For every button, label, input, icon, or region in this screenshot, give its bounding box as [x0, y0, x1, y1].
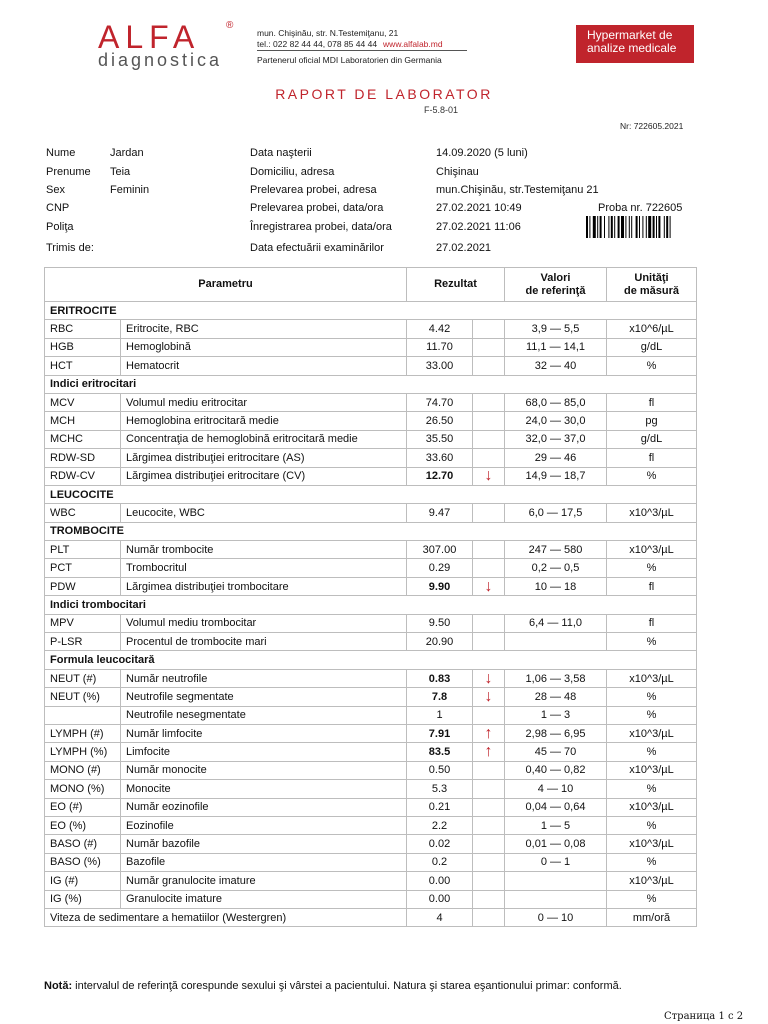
- footer-note: [44, 980, 622, 992]
- result-flag-icon: [473, 872, 505, 890]
- reference-range: [505, 872, 607, 890]
- reference-range: 247 — 580: [505, 541, 607, 559]
- result-flag-icon: [473, 853, 505, 871]
- reference-range: [505, 633, 607, 651]
- result-flag-icon: [473, 412, 505, 430]
- reference-range: [505, 890, 607, 908]
- results-table: [44, 267, 697, 927]
- param-name: Lărgimea distribuţiei trombocitare: [121, 577, 407, 595]
- result-value: 33.00: [407, 357, 473, 375]
- param-code: PLT: [45, 541, 121, 559]
- result-value: 9.50: [407, 614, 473, 632]
- param-code: BASO (#): [45, 835, 121, 853]
- param-name: Trombocritul: [121, 559, 407, 577]
- logo-alfa-text: ALFA: [98, 19, 201, 55]
- table-row: [45, 504, 697, 522]
- param-name: Lărgimea distribuţiei eritrocitare (AS): [121, 449, 407, 467]
- result-value: 20.90: [407, 633, 473, 651]
- group-label: Indici trombocitari: [45, 596, 697, 614]
- param-code: MCH: [45, 412, 121, 430]
- param-code: PDW: [45, 577, 121, 595]
- param-name: Hemoglobina eritrocitară medie: [121, 412, 407, 430]
- param-code: EO (%): [45, 816, 121, 834]
- reference-range: 2,98 — 6,95: [505, 724, 607, 742]
- result-value: 7.8: [407, 688, 473, 706]
- measure-unit: fl: [607, 393, 697, 411]
- param-name: Număr trombocite: [121, 541, 407, 559]
- param-code: HCT: [45, 357, 121, 375]
- reference-range: 11,1 — 14,1: [505, 338, 607, 356]
- measure-unit: %: [607, 743, 697, 761]
- param-code: LYMPH (%): [45, 743, 121, 761]
- table-row: [45, 577, 697, 595]
- result-value: 0.83: [407, 669, 473, 687]
- trimis-label: Trimis de:: [46, 242, 94, 254]
- group-label: TROMBOCITE: [45, 522, 697, 540]
- result-value: 26.50: [407, 412, 473, 430]
- result-flag-icon: [473, 798, 505, 816]
- report-number: Nr: 722605.2021: [620, 121, 684, 131]
- website-link[interactable]: www.alfalab.md: [383, 39, 443, 49]
- examinare-value: 27.02.2021: [436, 242, 492, 254]
- result-flag-icon: [473, 908, 505, 926]
- report-title: RAPORT DE LABORATOR: [275, 86, 493, 102]
- result-flag-icon: [473, 835, 505, 853]
- group-header-row: [45, 522, 697, 540]
- result-flag-icon: ↓: [473, 688, 505, 706]
- measure-unit: x10^3/µL: [607, 872, 697, 890]
- result-value: 0.2: [407, 853, 473, 871]
- reference-range: 32,0 — 37,0: [505, 430, 607, 448]
- dob-value: 14.09.2020 (5 luni): [436, 147, 528, 159]
- table-row: [45, 669, 697, 687]
- param-code: RDW-CV: [45, 467, 121, 485]
- param-code: WBC: [45, 504, 121, 522]
- measure-unit: %: [607, 688, 697, 706]
- result-flag-icon: [473, 761, 505, 779]
- measure-unit: %: [607, 853, 697, 871]
- note-label: Notă:: [44, 980, 73, 992]
- table-row: [45, 761, 697, 779]
- table-row: [45, 430, 697, 448]
- param-code: HGB: [45, 338, 121, 356]
- param-name: Neutrofile nesegmentate: [121, 706, 407, 724]
- result-flag-icon: [473, 614, 505, 632]
- reference-range: 0 — 1: [505, 853, 607, 871]
- measure-unit: fl: [607, 449, 697, 467]
- param-name: Număr monocite: [121, 761, 407, 779]
- domiciliu-value: Chişinau: [436, 166, 479, 178]
- group-header-row: [45, 651, 697, 669]
- reference-range: 0 — 10: [505, 908, 607, 926]
- table-header-row: [45, 268, 697, 302]
- param-name: Număr neutrofile: [121, 669, 407, 687]
- result-value: 1: [407, 706, 473, 724]
- reference-range: 24,0 — 30,0: [505, 412, 607, 430]
- param-code: MONO (#): [45, 761, 121, 779]
- table-row: [45, 706, 697, 724]
- result-flag-icon: ↑: [473, 743, 505, 761]
- reference-range: 0,2 — 0,5: [505, 559, 607, 577]
- result-value: 4.42: [407, 320, 473, 338]
- result-flag-icon: [473, 320, 505, 338]
- table-row: [45, 853, 697, 871]
- table-row: [45, 743, 697, 761]
- param-name: Bazofile: [121, 853, 407, 871]
- measure-unit: %: [607, 706, 697, 724]
- measure-unit: %: [607, 559, 697, 577]
- result-flag-icon: [473, 338, 505, 356]
- header-unitati-masura: Unităţi de măsură: [607, 268, 697, 302]
- group-header-row: [45, 485, 697, 503]
- result-value: 0.29: [407, 559, 473, 577]
- badge-line-2: analize medicale: [587, 41, 677, 55]
- header-parametru: Parametru: [45, 268, 407, 302]
- address-line-1: mun. Chişinău, str. N.Testemiţanu, 21: [257, 28, 399, 38]
- form-code: F-5.8-01: [424, 105, 459, 115]
- result-value: 11.70: [407, 338, 473, 356]
- prenume-value: Teia: [110, 166, 131, 178]
- inregistrare-value: 27.02.2021 11:06: [436, 221, 521, 233]
- logo-diagnostica-text: diagnostica: [98, 50, 223, 70]
- result-value: 0.02: [407, 835, 473, 853]
- param-name: Hemoglobină: [121, 338, 407, 356]
- param-name: Limfocite: [121, 743, 407, 761]
- table-row: [45, 541, 697, 559]
- result-value: 9.90: [407, 577, 473, 595]
- measure-unit: g/dL: [607, 338, 697, 356]
- measure-unit: pg: [607, 412, 697, 430]
- param-name: Leucocite, WBC: [121, 504, 407, 522]
- group-label: Formula leucocitară: [45, 651, 697, 669]
- measure-unit: x10^3/µL: [607, 541, 697, 559]
- measure-unit: fl: [607, 614, 697, 632]
- prelevare-data-label: Prelevarea probei, data/ora: [250, 202, 384, 214]
- address-line-2: [257, 39, 443, 50]
- measure-unit: %: [607, 467, 697, 485]
- param-code: EO (#): [45, 798, 121, 816]
- param-code: RBC: [45, 320, 121, 338]
- table-row: [45, 724, 697, 742]
- result-flag-icon: [473, 633, 505, 651]
- param-code: NEUT (#): [45, 669, 121, 687]
- table-row: [45, 449, 697, 467]
- table-row: [45, 780, 697, 798]
- measure-unit: mm/oră: [607, 908, 697, 926]
- param-name: Procentul de trombocite mari: [121, 633, 407, 651]
- company-address: [257, 28, 443, 50]
- hypermarket-badge: [576, 25, 694, 63]
- group-header-row: [45, 375, 697, 393]
- table-row: [45, 798, 697, 816]
- header-rezultat: Rezultat: [407, 268, 505, 302]
- prenume-label: Prenume: [46, 166, 91, 178]
- result-value: 7.91: [407, 724, 473, 742]
- table-row: [45, 467, 697, 485]
- param-name: Număr limfocite: [121, 724, 407, 742]
- param-code: MCHC: [45, 430, 121, 448]
- measure-unit: %: [607, 780, 697, 798]
- table-row: [45, 559, 697, 577]
- param-name: Număr eozinofile: [121, 798, 407, 816]
- param-code: IG (#): [45, 872, 121, 890]
- result-value: 35.50: [407, 430, 473, 448]
- reference-range: 6,0 — 17,5: [505, 504, 607, 522]
- result-value: 83.5: [407, 743, 473, 761]
- reference-range: 0,04 — 0,64: [505, 798, 607, 816]
- prelevare-data-value: 27.02.2021 10:49: [436, 202, 522, 214]
- table-row: [45, 688, 697, 706]
- result-value: 307.00: [407, 541, 473, 559]
- dob-label: Data naşterii: [250, 147, 312, 159]
- result-value: 2.2: [407, 816, 473, 834]
- proba-number: Proba nr. 722605: [598, 202, 683, 214]
- result-flag-icon: [473, 449, 505, 467]
- group-label: Indici eritrocitari: [45, 375, 697, 393]
- table-row: [45, 412, 697, 430]
- param-code: NEUT (%): [45, 688, 121, 706]
- sample-barcode: [586, 216, 696, 238]
- param-name: Volumul mediu trombocitar: [121, 614, 407, 632]
- measure-unit: x10^3/µL: [607, 724, 697, 742]
- result-value: 0.00: [407, 890, 473, 908]
- domiciliu-label: Domiciliu, adresa: [250, 166, 335, 178]
- param-name: Eozinofile: [121, 816, 407, 834]
- result-flag-icon: [473, 559, 505, 577]
- measure-unit: %: [607, 816, 697, 834]
- page-number: Страница 1 с 2: [664, 1011, 744, 1022]
- result-flag-icon: [473, 430, 505, 448]
- result-value: 12.70: [407, 467, 473, 485]
- reference-range: 1 — 3: [505, 706, 607, 724]
- nume-value: Jardan: [110, 147, 144, 159]
- reference-range: 28 — 48: [505, 688, 607, 706]
- table-row: [45, 816, 697, 834]
- param-name: Hematocrit: [121, 357, 407, 375]
- result-value: 9.47: [407, 504, 473, 522]
- result-value: 0.50: [407, 761, 473, 779]
- param-code: PCT: [45, 559, 121, 577]
- param-name: Viteza de sedimentare a hematiilor (Westergren): [45, 908, 407, 926]
- note-text: intervalul de referinţă corespunde sexului şi vârstei a pacientului. Natura şi starea eşantionului primar: conformă.: [72, 980, 622, 992]
- address-divider: [257, 50, 467, 51]
- param-name: Eritrocite, RBC: [121, 320, 407, 338]
- phone-numbers: tel.: 022 82 44 44, 078 85 44 44: [257, 39, 378, 49]
- table-row: [45, 908, 697, 926]
- param-name: Concentraţia de hemoglobină eritrocitară medie: [121, 430, 407, 448]
- result-flag-icon: [473, 357, 505, 375]
- table-row: [45, 357, 697, 375]
- result-value: 5.3: [407, 780, 473, 798]
- result-flag-icon: [473, 780, 505, 798]
- table-row: [45, 338, 697, 356]
- cnp-label: CNP: [46, 202, 70, 214]
- param-code: MPV: [45, 614, 121, 632]
- param-code: MCV: [45, 393, 121, 411]
- table-row: [45, 835, 697, 853]
- result-flag-icon: [473, 541, 505, 559]
- param-name: Număr granulocite imature: [121, 872, 407, 890]
- result-flag-icon: [473, 393, 505, 411]
- reference-range: 0,40 — 0,82: [505, 761, 607, 779]
- measure-unit: fl: [607, 577, 697, 595]
- result-value: 0.00: [407, 872, 473, 890]
- param-name: Neutrofile segmentate: [121, 688, 407, 706]
- result-flag-icon: ↓: [473, 669, 505, 687]
- reference-range: 6,4 — 11,0: [505, 614, 607, 632]
- reference-range: 14,9 — 18,7: [505, 467, 607, 485]
- param-name: Volumul mediu eritrocitar: [121, 393, 407, 411]
- partner-text: Partenerul oficial MDI Laboratorien din Germania: [257, 55, 442, 65]
- reference-range: 45 — 70: [505, 743, 607, 761]
- result-flag-icon: [473, 504, 505, 522]
- prelevare-adresa-value: mun.Chişinău, str.Testemiţanu 21: [436, 184, 599, 196]
- measure-unit: %: [607, 890, 697, 908]
- param-name: Număr bazofile: [121, 835, 407, 853]
- param-name: Monocite: [121, 780, 407, 798]
- param-code: BASO (%): [45, 853, 121, 871]
- reference-range: 68,0 — 85,0: [505, 393, 607, 411]
- logo-registered-mark: ®: [226, 20, 234, 31]
- result-value: 74.70: [407, 393, 473, 411]
- table-row: [45, 393, 697, 411]
- reference-range: 1 — 5: [505, 816, 607, 834]
- prelevare-adresa-label: Prelevarea probei, adresa: [250, 184, 377, 196]
- sex-label: Sex: [46, 184, 65, 196]
- measure-unit: x10^3/µL: [607, 798, 697, 816]
- measure-unit: g/dL: [607, 430, 697, 448]
- table-row: [45, 633, 697, 651]
- param-code: [45, 706, 121, 724]
- result-flag-icon: ↓: [473, 577, 505, 595]
- group-label: ERITROCITE: [45, 302, 697, 320]
- table-row: [45, 320, 697, 338]
- reference-range: 29 — 46: [505, 449, 607, 467]
- param-code: MONO (%): [45, 780, 121, 798]
- badge-line-1: Hypermarket de: [587, 28, 673, 42]
- polita-label: Poliţa: [46, 221, 74, 233]
- measure-unit: x10^6/µL: [607, 320, 697, 338]
- reference-range: 3,9 — 5,5: [505, 320, 607, 338]
- table-row: [45, 614, 697, 632]
- param-name: Lărgimea distribuţiei eritrocitare (CV): [121, 467, 407, 485]
- reference-range: 4 — 10: [505, 780, 607, 798]
- inregistrare-label: Înregistrarea probei, data/ora: [250, 221, 392, 233]
- table-row: [45, 872, 697, 890]
- result-value: 33.60: [407, 449, 473, 467]
- reference-range: 0,01 — 0,08: [505, 835, 607, 853]
- reference-range: 32 — 40: [505, 357, 607, 375]
- reference-range: 10 — 18: [505, 577, 607, 595]
- measure-unit: %: [607, 633, 697, 651]
- sex-value: Feminin: [110, 184, 150, 196]
- group-header-row: [45, 596, 697, 614]
- result-value: 4: [407, 908, 473, 926]
- param-code: RDW-SD: [45, 449, 121, 467]
- measure-unit: x10^3/µL: [607, 835, 697, 853]
- result-value: 0.21: [407, 798, 473, 816]
- result-flag-icon: ↑: [473, 724, 505, 742]
- result-flag-icon: [473, 706, 505, 724]
- param-name: Granulocite imature: [121, 890, 407, 908]
- param-code: IG (%): [45, 890, 121, 908]
- result-flag-icon: [473, 890, 505, 908]
- result-flag-icon: [473, 816, 505, 834]
- examinare-label: Data efectuării examinărilor: [250, 242, 384, 254]
- company-logo: [98, 19, 234, 70]
- measure-unit: x10^3/µL: [607, 504, 697, 522]
- header-valori-referinta: Valori de referinţă: [505, 268, 607, 302]
- param-code: LYMPH (#): [45, 724, 121, 742]
- measure-unit: x10^3/µL: [607, 761, 697, 779]
- group-label: LEUCOCITE: [45, 485, 697, 503]
- nume-label: Nume: [46, 147, 76, 159]
- measure-unit: %: [607, 357, 697, 375]
- measure-unit: x10^3/µL: [607, 669, 697, 687]
- table-row: [45, 890, 697, 908]
- param-code: P-LSR: [45, 633, 121, 651]
- group-header-row: [45, 302, 697, 320]
- reference-range: 1,06 — 3,58: [505, 669, 607, 687]
- result-flag-icon: ↓: [473, 467, 505, 485]
